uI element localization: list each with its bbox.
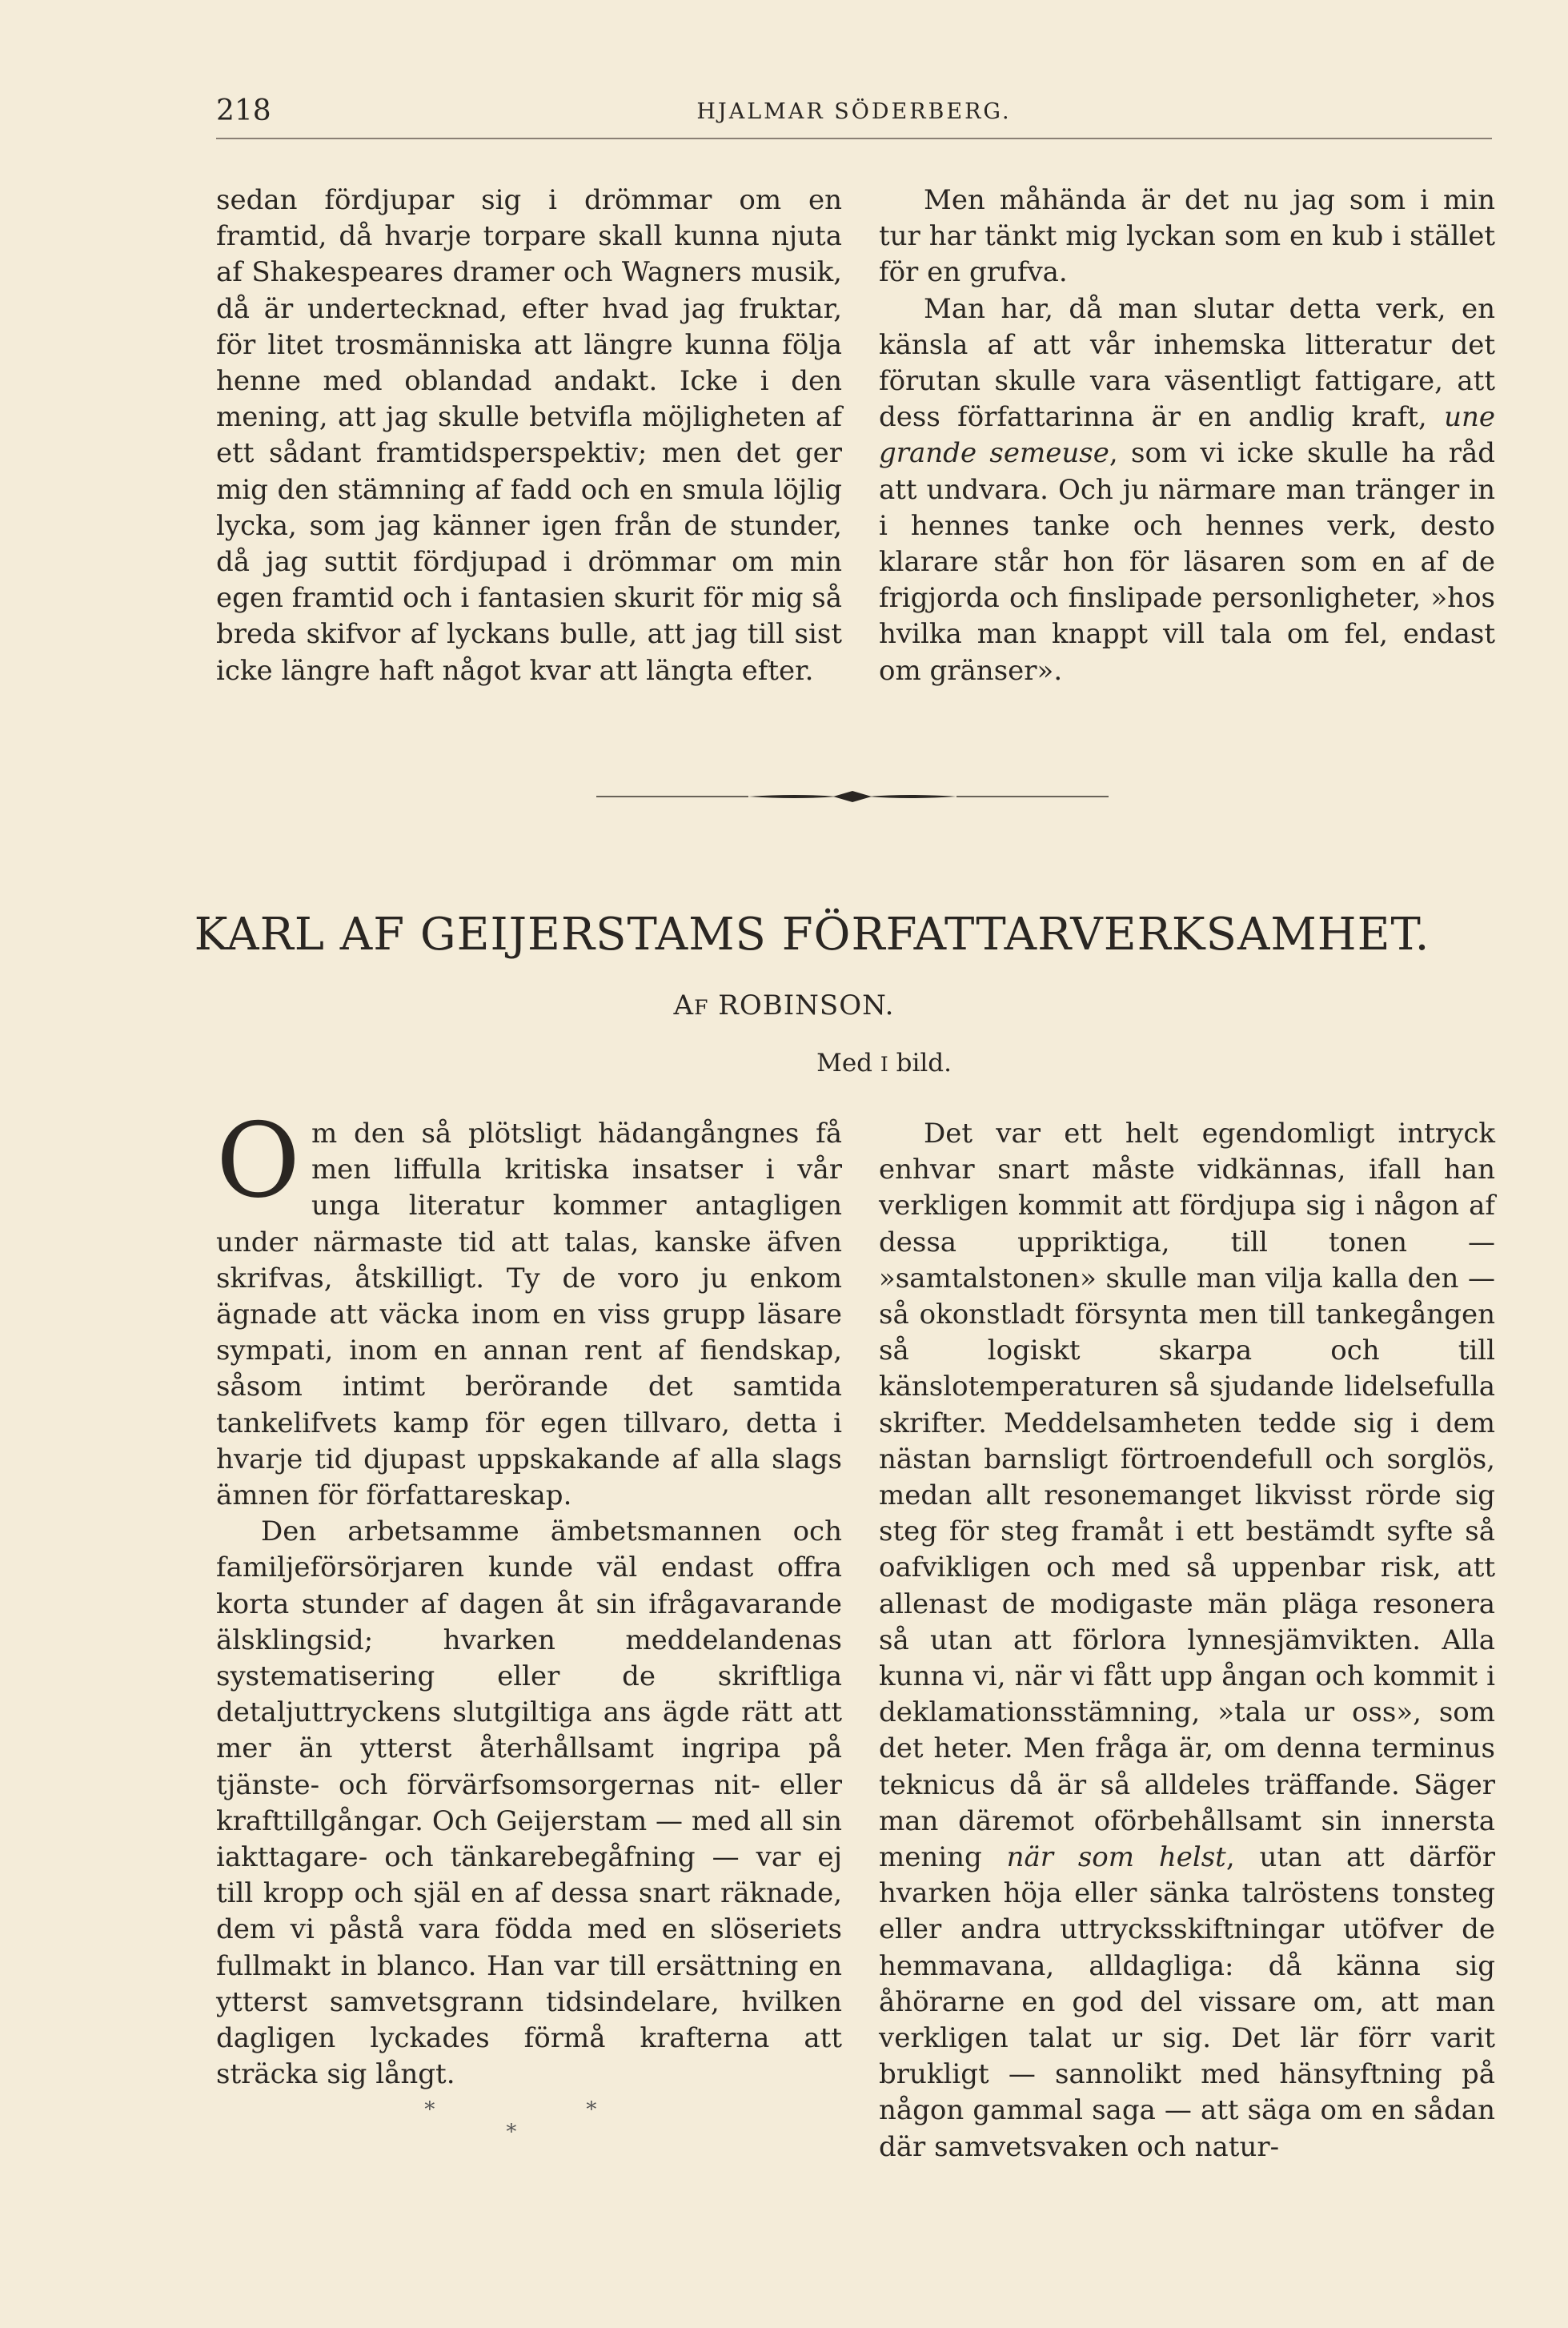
paragraph-text: , utan att därför hvarken höja eller sänka talröstens tonsteg eller andra uttrycksskiftningar utöfver de hemmavana, alldagliga: då känna sig åhörarne en god del vissare om, att man verkligen talat ur sig. Det lär förr varit brukligt — sannolikt med hänsyftning på någon gammal saga — att säga om en sådan där samvetsvaken och natur- [879,1841,1496,2163]
byline-author: ROBINSON. [718,989,895,1022]
running-title: HJALMAR SÖDERBERG. [696,99,1012,124]
asterism [416,2093,608,2157]
paragraph-text: , som vi icke skulle ha råd att undvara. Och ju närmare man tränger in i hennes tanke och hennes verk, desto klarare står hon för läsaren som en af de frigjorda och finslipade personligheter, »hos hvilka man knappt vill tala om fel, endast om gränser». [879,437,1495,687]
previous-article-right-paragraph-2 [879,291,1495,689]
article-left-paragraph-2: Den arbetsamme ämbetsmannen och familjeförsörjaren kunde väl endast offra korta stunder af dagen åt sin ifrågavarande älsklingsid; hvarken meddelandenas systematisering eller de skriftliga detaljuttryckens slutgiltiga ans ägde rätt att mer än ytterst återhållsamt ingripa på tjänste- och förvärfsomsorgernas nit- eller krafttillgångar. Och Geijerstam — med all sin iakttagare- och tänkarebegåfning — var ej till kropp och själ en af dessa snart räknade, dem vi påstå vara födda med en slöseriets fullmakt in blanco. Han var till ersättning en ytterst samvetsgrann tidsindelare, hvilken dagligen lyckades förmå krafterna att sträcka sig långt. [216,1515,842,2091]
italic-phrase: une grande semeuse [879,401,1495,470]
byline-prefix-small-caps: F [694,996,709,1019]
asterism-mark: ∗ [423,2093,437,2117]
asterism-mark: ∗ [504,2116,519,2140]
illustration-note-text: bild. [896,1049,952,1078]
paragraph-text: m den så plötsligt hädangångnes få men liffulla kritiska insatser i vår unga literatur kommer antagligen under närmaste tid att talas, kanske äfven skrifvas, åtskilligt. Ty de voro ju enkom ägnade att väcka inom en viss grupp läsare sympati, inom en annan rent af fiendskap, såsom intimt berörande det samtida tankelifvets kamp för egen tillvaro, detta i hvarje tid djupast uppskakande af alla slags ämnen för författareskap. [216,1118,842,1512]
illustration-note-text: Med [816,1049,873,1078]
article-opening-paragraph [216,1102,842,1514]
previous-article-left-column [216,183,842,689]
article-left-column [216,1102,842,2093]
paragraph-text: Det var ett helt egendomligt intryck enhvar snart måste vidkännas, ifall han verkligen kommit att fördjupa sig i någon af dessa uppriktiga, till tonen — »samtalstonen» skulle man vilja kalla den — så okonstladt försynta men till tankegången så logiskt skarpa och till känslotemperaturen så sjudande lidelsefulla skrifter. Meddelsamheten tedde sig i dem nästan barnsligt förtroendefull och sorglös, medan allt resonemanget likvisst rörde sig steg för steg framåt i ett bestämdt syfte så oafvikligen och med så uppenbar risk, att allenast de modigaste män pläga resonera så utan att förlora lynnesjämvikten. Alla kunna vi, när vi fått upp ångan och kommit i deklamationsstämning, »tala ur oss», som det heter. Men fråga är, om denna terminus teknicus då är så alldeles träffande. Säger man däremot oförbehållsamt sin innersta mening [879,1118,1495,1874]
previous-article-right-column [879,183,1495,689]
previous-article-right-paragraph-1: Men måhända är det nu jag som i min tur har tänkt mig lyckan som en kub i stället för en grufva. [879,184,1495,289]
asterism-mark: ∗ [584,2093,599,2117]
previous-article-left-paragraph: sedan fördjupar sig i drömmar om en framtid, då hvarje torpare skall kunna njuta af Shakespeares dramer och Wagners musik, då är undertecknad, efter hvad jag fruktar, för litet trosmänniska att längre kunna följa henne med oblandad andakt. Icke i den mening, att jag skulle betvifla möjligheten af ett sådant framtidsperspektiv; men det ger mig den stämning af fadd och en smula löjlig lycka, som jag känner igen från de stunder, då jag suttit fördjupad i drömmar om min egen framtid och i fantasien skurit för mig så breda skifvor af lyckans bulle, att jag till sist icke längre haft något kvar att längta efter. [216,184,842,687]
drop-cap: O [216,1102,300,1221]
article-right-paragraph [879,1116,1495,2165]
page-number: 218 [216,94,271,127]
byline-prefix: A [673,989,695,1022]
article-right-column [879,1116,1495,2165]
illustration-count: I [880,1053,888,1076]
section-divider-ornament [596,785,1109,809]
italic-phrase: när som helst [1006,1841,1226,1874]
article-byline [0,989,1568,1022]
header-rule [216,138,1492,139]
illustration-note [816,1049,952,1078]
paragraph-text: Man har, då man slutar detta verk, en känsla af att vår inhemska litteratur det förutan skulle vara väsentligt fattigare, att dess författarinna är en andlig kraft, [879,292,1495,434]
running-header [216,94,1492,134]
article-title: KARL AF GEIJERSTAMS FÖRFATTARVERKSAMHET. [194,909,1430,961]
